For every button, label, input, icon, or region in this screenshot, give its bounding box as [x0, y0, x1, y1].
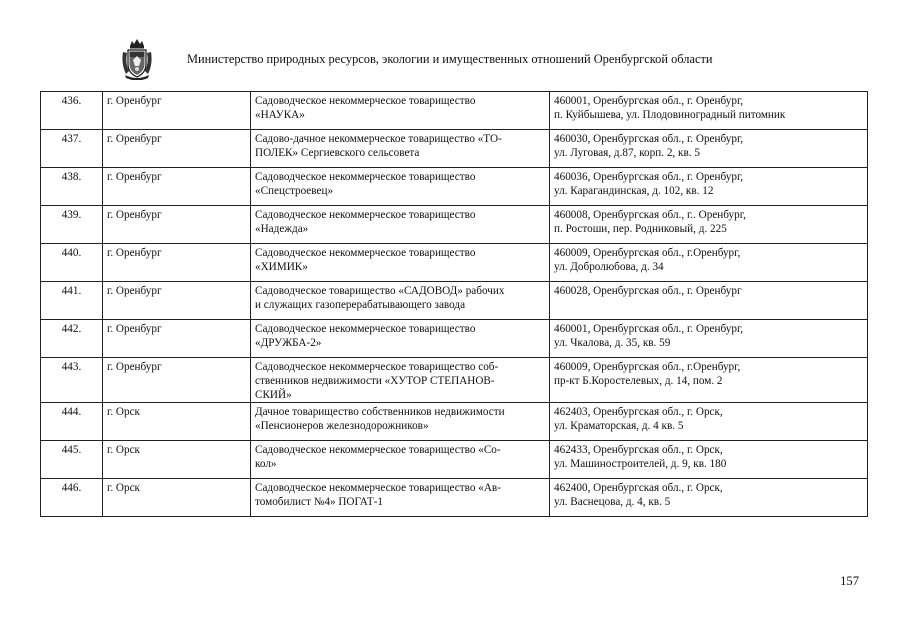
organization-name-cell: Дачное товарищество собственников недвижимости «Пенсионеров железнодорожников»: [251, 403, 550, 441]
table-row: [41, 282, 868, 320]
organization-name-cell: Садоводческое некоммерческое товарищество «НАУКА»: [251, 92, 550, 130]
address-cell: 460008, Оренбургская обл., г.. Оренбург, п. Ростоши, пер. Родниковый, д. 225: [550, 206, 868, 244]
table-row: [41, 403, 868, 441]
table-row: [41, 244, 868, 282]
organization-name-cell: Садоводческое некоммерческое товарищество соб- ственников недвижимости «ХУТОР СТЕПАНОВ- СКИЙ»: [251, 358, 550, 403]
table-row: [41, 130, 868, 168]
coat-of-arms-icon: [119, 38, 155, 80]
table-row: [41, 479, 868, 517]
city-cell: г. Оренбург: [103, 282, 251, 320]
table-row: [41, 206, 868, 244]
city-cell: г. Орск: [103, 441, 251, 479]
table-row: [41, 320, 868, 358]
organization-name-cell: Садоводческое некоммерческое товарищество «Спецстроевец»: [251, 168, 550, 206]
city-cell: г. Оренбург: [103, 168, 251, 206]
row-number-cell: 441.: [41, 282, 103, 320]
row-number-cell: 440.: [41, 244, 103, 282]
organization-name-cell: Садоводческое некоммерческое товарищество «Надежда»: [251, 206, 550, 244]
row-number-cell: 437.: [41, 130, 103, 168]
address-cell: 460009, Оренбургская обл., г.Оренбург, пр-кт Б.Коростелевых, д. 14, пом. 2: [550, 358, 868, 403]
address-cell: 462433, Оренбургская обл., г. Орск, ул. Машиностроителей, д. 9, кв. 180: [550, 441, 868, 479]
row-number-cell: 443.: [41, 358, 103, 403]
table-row: [41, 358, 868, 403]
table-row: [41, 168, 868, 206]
city-cell: г. Оренбург: [103, 130, 251, 168]
row-number-cell: 436.: [41, 92, 103, 130]
registry-table-body: [41, 92, 868, 517]
row-number-cell: 445.: [41, 441, 103, 479]
row-number-cell: 446.: [41, 479, 103, 517]
organization-name-cell: Садоводческое некоммерческое товарищество «Со- кол»: [251, 441, 550, 479]
row-number-cell: 439.: [41, 206, 103, 244]
city-cell: г. Орск: [103, 403, 251, 441]
row-number-cell: 438.: [41, 168, 103, 206]
page-number: 157: [840, 574, 859, 588]
registry-table: [40, 91, 868, 517]
organization-name-cell: Садово-дачное некоммерческое товарищество «ТО- ПОЛЕК» Сергиевского сельсовета: [251, 130, 550, 168]
organization-name-cell: Садоводческое некоммерческое товарищество «Ав- томобилист №4» ПОГАТ-1: [251, 479, 550, 517]
city-cell: г. Оренбург: [103, 206, 251, 244]
organization-name-cell: Садоводческое некоммерческое товарищество «ХИМИК»: [251, 244, 550, 282]
organization-name-cell: Садоводческое товарищество «САДОВОД» рабочих и служащих газоперерабатывающего завода: [251, 282, 550, 320]
address-cell: 460009, Оренбургская обл., г.Оренбург, ул. Добролюбова, д. 34: [550, 244, 868, 282]
table-row: [41, 92, 868, 130]
city-cell: г. Оренбург: [103, 92, 251, 130]
table-row: [41, 441, 868, 479]
row-number-cell: 444.: [41, 403, 103, 441]
document-header: [119, 38, 759, 80]
city-cell: г. Оренбург: [103, 358, 251, 403]
address-cell: 460036, Оренбургская обл., г. Оренбург, ул. Карагандинская, д. 102, кв. 12: [550, 168, 868, 206]
city-cell: г. Оренбург: [103, 320, 251, 358]
ministry-title: Министерство природных ресурсов, экологии и имущественных отношений Оренбургской области: [187, 51, 713, 66]
address-cell: 460028, Оренбургская обл., г. Оренбург: [550, 282, 868, 320]
address-cell: 460030, Оренбургская обл., г. Оренбург, ул. Луговая, д.87, корп. 2, кв. 5: [550, 130, 868, 168]
city-cell: г. Орск: [103, 479, 251, 517]
address-cell: 460001, Оренбургская обл., г. Оренбург, ул. Чкалова, д. 35, кв. 59: [550, 320, 868, 358]
city-cell: г. Оренбург: [103, 244, 251, 282]
row-number-cell: 442.: [41, 320, 103, 358]
address-cell: 460001, Оренбургская обл., г. Оренбург, п. Куйбышева, ул. Плодовиноградный питомник: [550, 92, 868, 130]
address-cell: 462400, Оренбургская обл., г. Орск, ул. Васнецова, д. 4, кв. 5: [550, 479, 868, 517]
organization-name-cell: Садоводческое некоммерческое товарищество «ДРУЖБА-2»: [251, 320, 550, 358]
address-cell: 462403, Оренбургская обл., г. Орск, ул. Краматорская, д. 4 кв. 5: [550, 403, 868, 441]
